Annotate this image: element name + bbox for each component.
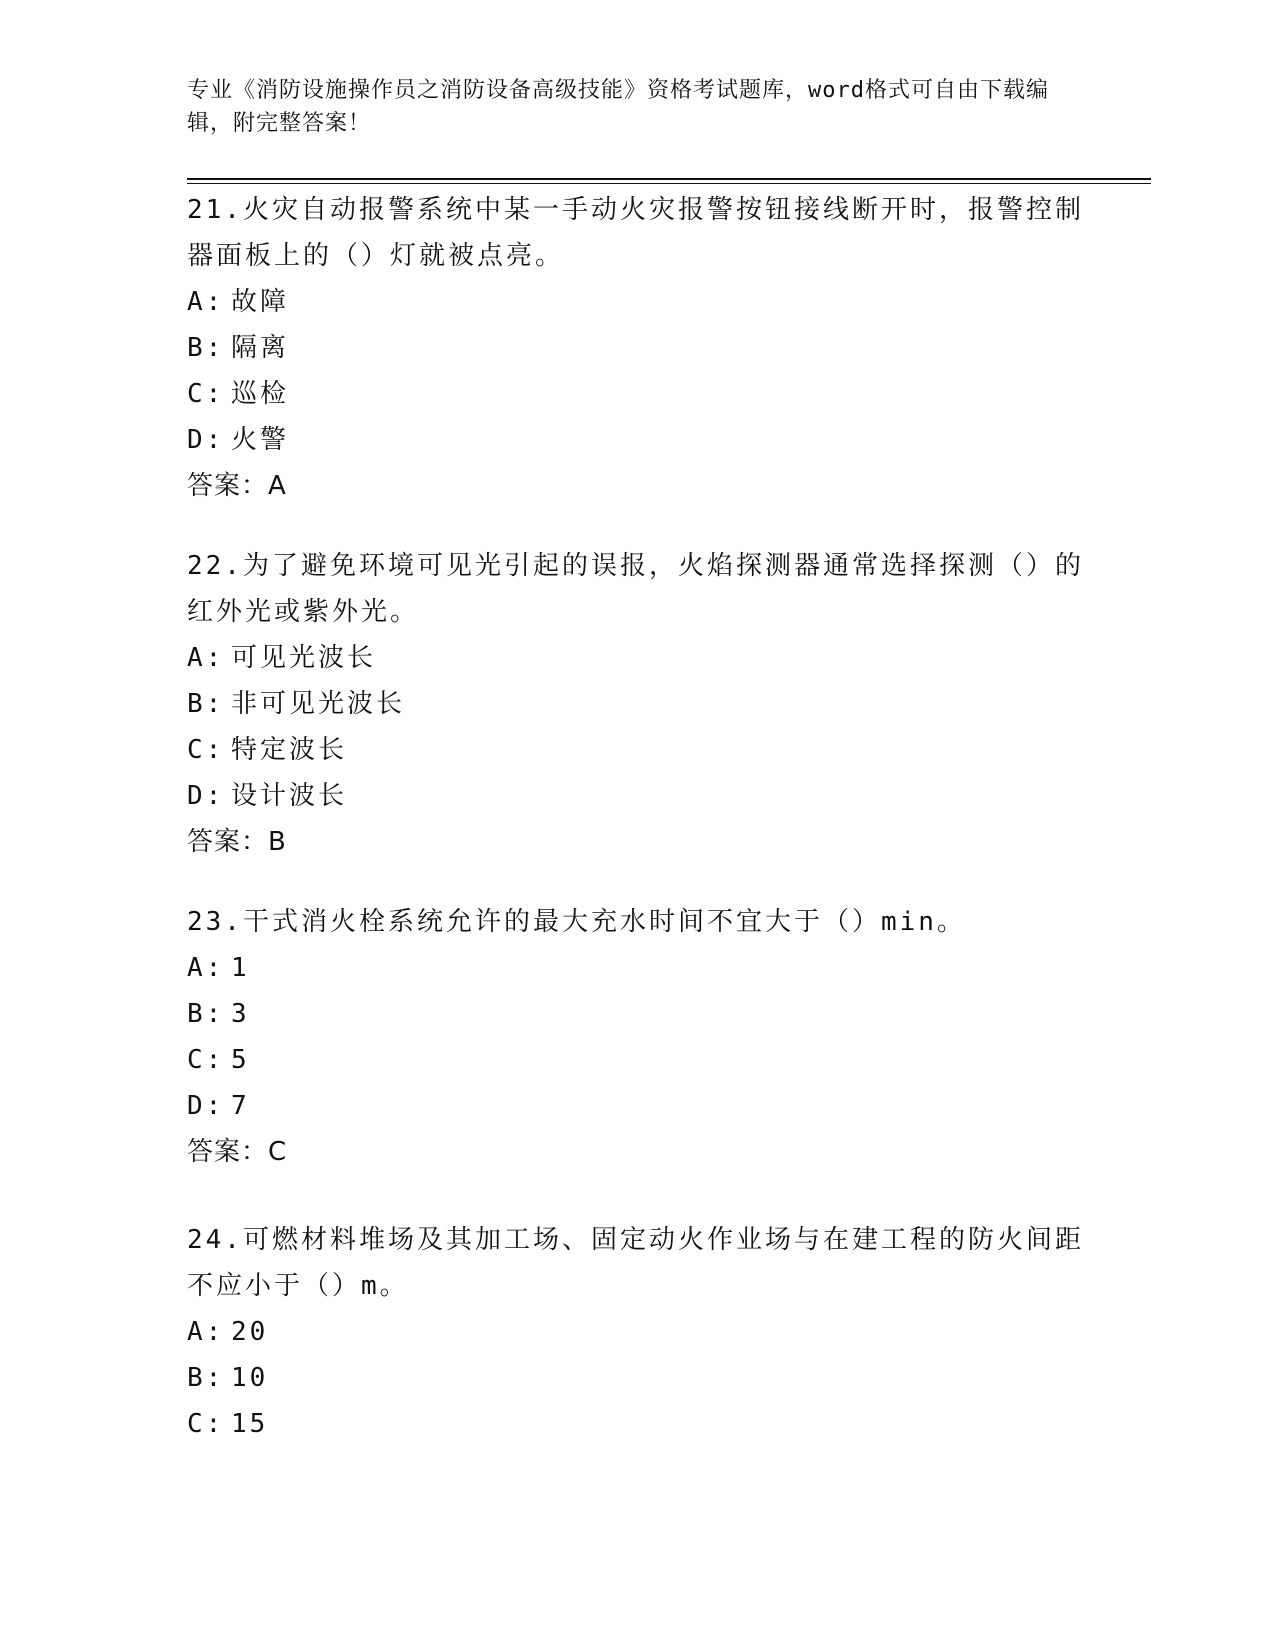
- option-a: [187, 635, 1087, 681]
- option-text: 隔离: [231, 333, 290, 363]
- option-letter: C:: [187, 1045, 225, 1075]
- answer-line: 答案：A: [187, 471, 287, 501]
- question-stem: 21.火灾自动报警系统中某一手动火灾报警按钮接线断开时，报警控制器面板上的（）灯就被点亮。: [187, 195, 1084, 271]
- option-letter: B:: [187, 1363, 225, 1393]
- option-letter: A:: [187, 287, 225, 317]
- question-21: [187, 187, 1087, 509]
- option-text: 可见光波长: [231, 643, 377, 673]
- option-letter: D:: [187, 1091, 225, 1121]
- option-letter: B:: [187, 689, 225, 719]
- option-text: 非可见光波长: [231, 689, 406, 719]
- header-divider-thick: [187, 178, 1151, 180]
- option-text: 1: [231, 953, 250, 983]
- option-letter: B:: [187, 999, 225, 1029]
- option-c: [187, 371, 1087, 417]
- option-text: 7: [231, 1091, 250, 1121]
- option-letter: A:: [187, 643, 225, 673]
- option-text: 设计波长: [231, 781, 348, 811]
- option-letter: A:: [187, 953, 225, 983]
- answer-line: 答案：C: [187, 1137, 288, 1167]
- question-24: [187, 1217, 1087, 1447]
- option-a: [187, 945, 1087, 991]
- option-letter: C:: [187, 1409, 225, 1439]
- answer-line: 答案：B: [187, 827, 287, 857]
- option-d: [187, 1083, 1087, 1129]
- option-letter: D:: [187, 425, 225, 455]
- document-header: 专业《消防设施操作员之消防设备高级技能》资格考试题库，word格式可自由下载编辑，附完整答案！: [187, 78, 1049, 136]
- option-text: 故障: [231, 287, 290, 317]
- option-letter: C:: [187, 735, 225, 765]
- question-23: [187, 899, 1087, 1175]
- option-text: 20: [231, 1317, 269, 1347]
- option-b: [187, 681, 1087, 727]
- option-text: 3: [231, 999, 250, 1029]
- option-letter: D:: [187, 781, 225, 811]
- option-text: 特定波长: [231, 735, 348, 765]
- question-stem: 22.为了避免环境可见光引起的误报，火焰探测器通常选择探测（）的红外光或紫外光。: [187, 551, 1084, 627]
- question-stem: 24.可燃材料堆场及其加工场、固定动火作业场与在建工程的防火间距不应小于（）m。: [187, 1225, 1084, 1301]
- option-a: [187, 1309, 1087, 1355]
- option-c: [187, 1401, 1087, 1447]
- option-text: 10: [231, 1363, 269, 1393]
- question-stem: 23.干式消火栓系统允许的最大充水时间不宜大于（）min。: [187, 907, 966, 937]
- option-d: [187, 417, 1087, 463]
- option-letter: C:: [187, 379, 225, 409]
- header-divider-thin: [187, 183, 1151, 184]
- option-a: [187, 279, 1087, 325]
- option-letter: B:: [187, 333, 225, 363]
- option-b: [187, 991, 1087, 1037]
- option-c: [187, 1037, 1087, 1083]
- option-b: [187, 1355, 1087, 1401]
- option-text: 火警: [231, 425, 290, 455]
- option-c: [187, 727, 1087, 773]
- option-text: 巡检: [231, 379, 290, 409]
- option-text: 5: [231, 1045, 250, 1075]
- option-b: [187, 325, 1087, 371]
- option-letter: A:: [187, 1317, 225, 1347]
- option-text: 15: [231, 1409, 269, 1439]
- question-22: [187, 543, 1087, 865]
- option-d: [187, 773, 1087, 819]
